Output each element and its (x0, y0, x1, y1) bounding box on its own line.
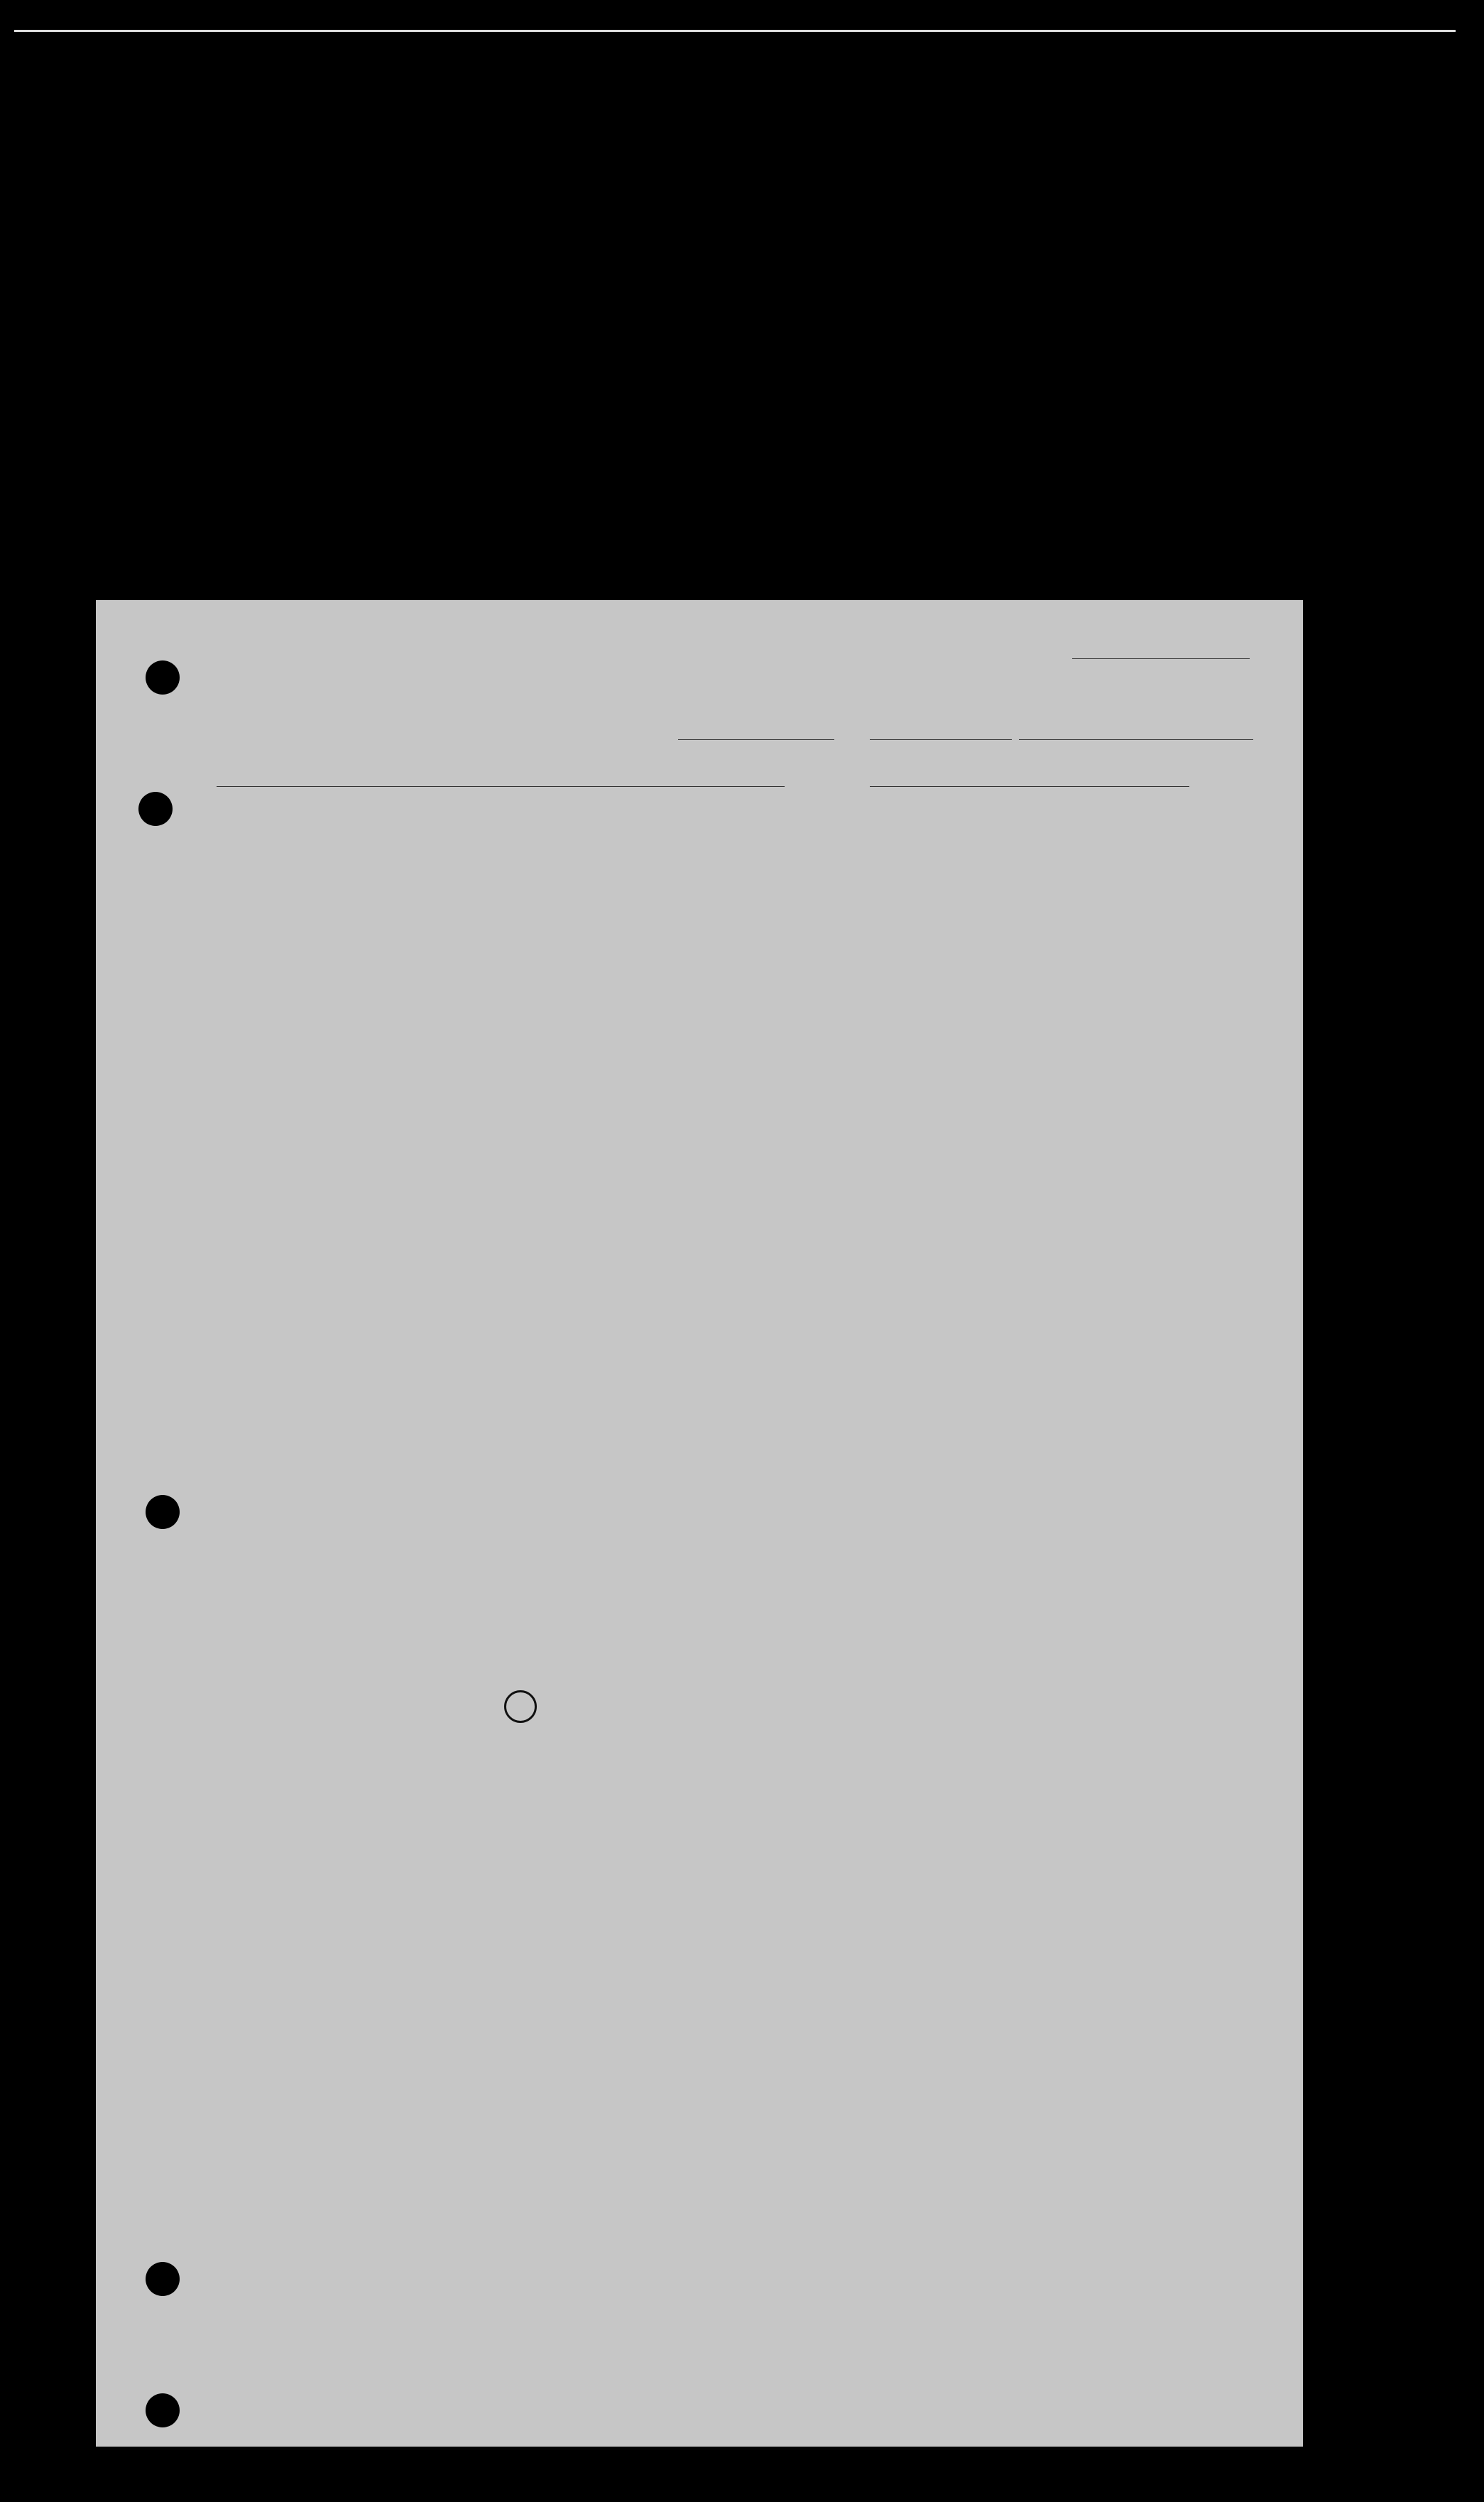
film-edge-rule (14, 30, 1456, 32)
check-marks (96, 600, 1303, 2447)
film-edge (0, 0, 1484, 78)
manifest-page (96, 600, 1303, 2447)
